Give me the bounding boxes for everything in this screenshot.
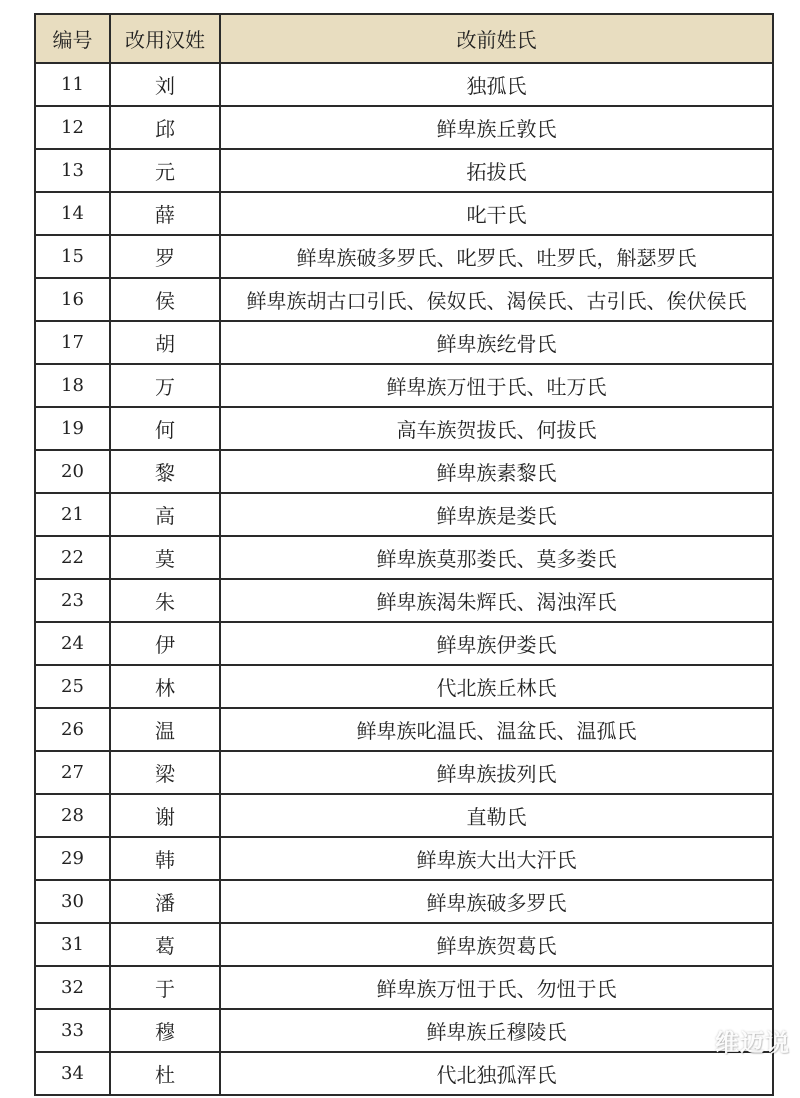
table-row [35, 794, 773, 837]
table-body [35, 63, 773, 1095]
cell-number: 24 [35, 622, 110, 665]
cell-number: 34 [35, 1052, 110, 1095]
cell-han-surname: 何 [110, 407, 220, 450]
cell-number: 17 [35, 321, 110, 364]
cell-han-surname: 朱 [110, 579, 220, 622]
cell-han-surname: 高 [110, 493, 220, 536]
table-row [35, 192, 773, 235]
cell-number: 30 [35, 880, 110, 923]
cell-number: 20 [35, 450, 110, 493]
cell-original-surname: 代北族丘林氏 [220, 665, 773, 708]
table-row [35, 880, 773, 923]
table-row [35, 106, 773, 149]
cell-han-surname: 万 [110, 364, 220, 407]
table-row [35, 622, 773, 665]
cell-han-surname: 葛 [110, 923, 220, 966]
table-row [35, 923, 773, 966]
cell-han-surname: 薛 [110, 192, 220, 235]
cell-han-surname: 温 [110, 708, 220, 751]
cell-original-surname: 鲜卑族叱温氏、温盆氏、温孤氏 [220, 708, 773, 751]
cell-number: 14 [35, 192, 110, 235]
cell-number: 32 [35, 966, 110, 1009]
cell-original-surname: 拓拔氏 [220, 149, 773, 192]
table-row [35, 837, 773, 880]
cell-number: 23 [35, 579, 110, 622]
table-row [35, 1009, 773, 1052]
cell-han-surname: 潘 [110, 880, 220, 923]
table-row [35, 321, 773, 364]
cell-number: 13 [35, 149, 110, 192]
cell-number: 28 [35, 794, 110, 837]
cell-number: 11 [35, 63, 110, 106]
cell-han-surname: 伊 [110, 622, 220, 665]
cell-original-surname: 鲜卑族莫那娄氏、莫多娄氏 [220, 536, 773, 579]
cell-original-surname: 鲜卑族破多罗氏 [220, 880, 773, 923]
cell-original-surname: 直勒氏 [220, 794, 773, 837]
cell-number: 26 [35, 708, 110, 751]
cell-number: 27 [35, 751, 110, 794]
cell-number: 25 [35, 665, 110, 708]
table-header [35, 14, 773, 63]
cell-number: 29 [35, 837, 110, 880]
cell-original-surname: 叱干氏 [220, 192, 773, 235]
cell-original-surname: 鲜卑族丘穆陵氏 [220, 1009, 773, 1052]
cell-han-surname: 侯 [110, 278, 220, 321]
table-row [35, 751, 773, 794]
cell-number: 18 [35, 364, 110, 407]
table-row [35, 665, 773, 708]
cell-number: 33 [35, 1009, 110, 1052]
surname-table [34, 13, 774, 1096]
table-row [35, 235, 773, 278]
cell-han-surname: 元 [110, 149, 220, 192]
cell-original-surname: 鲜卑族伊娄氏 [220, 622, 773, 665]
cell-han-surname: 林 [110, 665, 220, 708]
table-row [35, 708, 773, 751]
table-row [35, 536, 773, 579]
cell-number: 22 [35, 536, 110, 579]
table-row [35, 149, 773, 192]
cell-original-surname: 鲜卑族大出大汗氏 [220, 837, 773, 880]
cell-original-surname: 鲜卑族丘敦氏 [220, 106, 773, 149]
table-row [35, 407, 773, 450]
table-row [35, 966, 773, 1009]
cell-original-surname: 鲜卑族万忸于氏、吐万氏 [220, 364, 773, 407]
cell-number: 16 [35, 278, 110, 321]
table-row [35, 493, 773, 536]
cell-han-surname: 梁 [110, 751, 220, 794]
cell-original-surname: 高车族贺拔氏、何拔氏 [220, 407, 773, 450]
cell-han-surname: 罗 [110, 235, 220, 278]
header-row [35, 14, 773, 63]
table-row [35, 278, 773, 321]
cell-original-surname: 代北独孤浑氏 [220, 1052, 773, 1095]
cell-han-surname: 莫 [110, 536, 220, 579]
header-number: 编号 [35, 14, 110, 63]
cell-original-surname: 鲜卑族贺葛氏 [220, 923, 773, 966]
cell-han-surname: 邱 [110, 106, 220, 149]
cell-original-surname: 鲜卑族破多罗氏、叱罗氏、吐罗氏，斛瑟罗氏 [220, 235, 773, 278]
cell-original-surname: 独孤氏 [220, 63, 773, 106]
cell-han-surname: 谢 [110, 794, 220, 837]
cell-original-surname: 鲜卑族纥骨氏 [220, 321, 773, 364]
cell-number: 15 [35, 235, 110, 278]
cell-han-surname: 穆 [110, 1009, 220, 1052]
cell-original-surname: 鲜卑族是娄氏 [220, 493, 773, 536]
cell-number: 12 [35, 106, 110, 149]
cell-number: 21 [35, 493, 110, 536]
cell-han-surname: 杜 [110, 1052, 220, 1095]
table-row [35, 450, 773, 493]
table-row [35, 579, 773, 622]
header-han-surname: 改用汉姓 [110, 14, 220, 63]
watermark: 维迈说 [715, 1029, 790, 1057]
table-row [35, 1052, 773, 1095]
cell-han-surname: 刘 [110, 63, 220, 106]
cell-number: 19 [35, 407, 110, 450]
cell-han-surname: 于 [110, 966, 220, 1009]
table-row [35, 364, 773, 407]
cell-han-surname: 胡 [110, 321, 220, 364]
cell-original-surname: 鲜卑族拔列氏 [220, 751, 773, 794]
cell-han-surname: 韩 [110, 837, 220, 880]
cell-han-surname: 黎 [110, 450, 220, 493]
cell-original-surname: 鲜卑族素黎氏 [220, 450, 773, 493]
cell-number: 31 [35, 923, 110, 966]
table-row [35, 63, 773, 106]
cell-original-surname: 鲜卑族胡古口引氏、侯奴氏、渴侯氏、古引氏、俟伏侯氏 [220, 278, 773, 321]
header-original-surname: 改前姓氏 [220, 14, 773, 63]
cell-original-surname: 鲜卑族渴朱辉氏、渴浊浑氏 [220, 579, 773, 622]
cell-original-surname: 鲜卑族万忸于氏、勿忸于氏 [220, 966, 773, 1009]
